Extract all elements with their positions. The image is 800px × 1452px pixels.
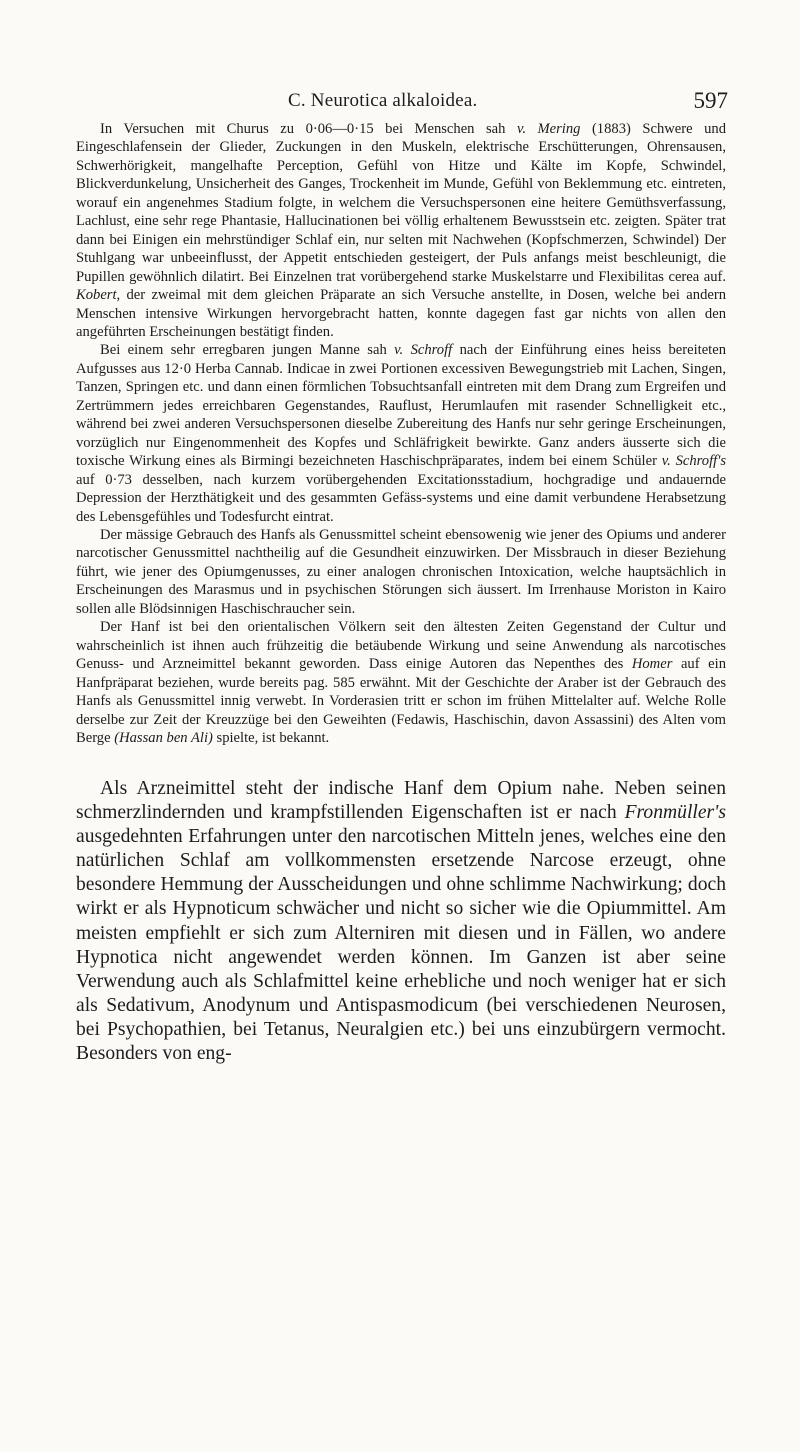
text-run: Der Hanf ist bei den orientalischen Völkern seit den ältesten Zeiten Gegenstand der Cultur und wahrscheinlich ist ihnen auch frühzeitig die betäubende Wirkung und seine Anwendung als narcotisches Genuss- und Arzneimittel bekannt geworden. Dass einige Autoren das Nepenthes des bbox=[76, 619, 726, 673]
text-run: Bei einem sehr erregbaren jungen Manne sah bbox=[100, 342, 395, 359]
text-run: ausgedehnten Erfahrungen unter den narcotischen Mitteln jenes, welches eine den natürlichen Schlaf am vollkommensten ersetzende Narcose erzeugt, ohne besondere Hemmung der Ausscheidungen und ohne schlimme Nachwirkung; doch wirkt er als Hypnoticum schwächer und nicht so sicher wie die Opiummittel. Am meisten empfiehlt er sich zum Alterniren mit diesen und in Fällen, wo andere Hypnotica nicht angewendet werden können. Im Ganzen ist aber seine Verwendung auch als Schlafmittel keine erhebliche und noch weniger hat er sich als Sedativum, Anodynum und Antispasmodicum (bei verschiedenen Neurosen, bei Psychopathien, bei Tetanus, Neuralgien etc.) bei uns einzubürgern vermocht. Besonders von eng- bbox=[76, 826, 726, 1065]
author-name: v. Schroff bbox=[394, 342, 453, 359]
author-name: Homer bbox=[631, 656, 673, 673]
text-run: spielte, ist bekannt. bbox=[212, 729, 330, 746]
text-run: Der mässige Gebrauch des Hanfs als Genussmittel scheint ebensowenig wie jener des Opiums und anderer narcotischer Genussmittel nachtheilig auf die Gesundheit einzuwirken. Der Missbrauch in dieser Beziehung führt, wie jener des Opiumgenusses, zu einer analogen chronischen Intoxication, welche hauptsächlich in Erscheinungen des Marasmus und in psychischen Störungen sich äussert. Im Irrenhause Moriston in Kairo sollen alle Blödsinnigen Haschischraucher sein. bbox=[76, 526, 726, 617]
author-name: v. Schroff's bbox=[661, 453, 726, 470]
author-name: v. Mering bbox=[516, 121, 581, 137]
text-run: nach der Einführung eines heiss bereiteten Aufgusses aus 12·0 Herba Cannab. Indicae in zwei Portionen excessiven Bewegungstrieb mit Lachen, Singen, Tanzen, Springen etc. und dann einen förmlichen Tobsuchtsanfall eintreten mit dem Drang zum Ergreifen und Zertrümmern jedes erreichbaren Gegenstandes, Raufl‌ust, Herumlaufen mit rasender Schnelligkeit etc., während bei zwei anderen Versuchspersonen dieselbe Zubereitung des Hanfs nur sehr geringe Erscheinungen, vorzüglich nur Eingenommenheit des Kopfes und Schläfrigkeit bewirkte. Ganz anders äusserte sich die toxische Wirkung eines als Birmingi bezeichneten Haschischpräparates, indem bei einem Schüler bbox=[76, 342, 726, 470]
text-run: auf ein Hanfpräparat beziehen, wurde bereits pag. 585 erwähnt. Mit der Geschichte der Araber ist der Gebrauch des Hanfs als Genussmittel innig verwebt. In Vorderasien tritt er schon im frühen Mittelalter auf. Welche Rolle derselbe zur Zeit der Kreuzzüge bei den Geweihten (Fedawis, Haschischin, davon Assassini) des Alten vom Berge bbox=[76, 656, 726, 746]
paragraph bbox=[76, 526, 726, 618]
small-print-body bbox=[76, 120, 726, 747]
text-run: Als Arzneimittel steht der indische Hanf dem Opium nahe. Neben seinen schmerzlindernden und krampfstillenden Eigenschaften ist er nach bbox=[76, 778, 726, 824]
page-header bbox=[60, 88, 732, 118]
page-number: 597 bbox=[693, 88, 728, 113]
text-run: (1883) Schwere und Eingeschlafensein der Glieder, Zuckungen in den Muskeln, elektrische Erschütterungen, Ohrensausen, Schwerhörigkeit, mangelhafte Perception, Gefühl von Hitze und Kälte im Kopfe, Schwindel, Blickverdunkelung, Unsicherheit des Ganges, Trockenheit im Munde, Gefühl von Beklemmung etc. eintreten, worauf ein angenehmes Stadium folgte, in welchem die Versuchspersonen eine heitere Gemüthsverfassung, Lachlust, eine sehr rege Phantasie, Hallucinationen bei völlig erhaltenem Bewusstsein etc. zeigten. Später trat dann bei Einigen ein mehrstündiger Schlaf ein, nur selten mit Nachwehen (Kopfschmerzen, Schwindel) Der Stuhlgang war unbeeinflusst, der Appetit entschieden gesteigert, der Puls anfangs meist beschleunigt, die Pupillen gewöhnlich dilatirt. Bei Einzelnen trat vorübergehend starke Muskelstarre und Flexibilitas cerea auf. bbox=[76, 121, 726, 285]
paragraph bbox=[76, 341, 726, 526]
paragraph bbox=[76, 618, 726, 747]
author-name: (Hassan ben Ali) bbox=[114, 729, 213, 746]
author-name: Fronmüller's bbox=[624, 802, 726, 824]
text-run: , der zweimal mit dem gleichen Präparate an sich Versuche anstellte, in Dosen, welche bei andern Menschen intensive Wirkungen hervorgebracht hatten, konnte dagegen fast gar nichts von allen den angeführten Erscheinungen bestätigt finden. bbox=[76, 287, 726, 340]
large-print-body bbox=[76, 777, 726, 1066]
paragraph bbox=[76, 777, 726, 1066]
running-title: C. Neurotica alkaloidea. bbox=[288, 90, 478, 111]
paragraph bbox=[76, 120, 726, 341]
text-run: In Versuchen mit Churus zu 0·06—0·15 bei Menschen sah bbox=[100, 121, 517, 137]
text-run: auf 0·73 desselben, nach kurzem vorübergehenden Excitationsstadium, hochgradige und andauernde Depression der Herzthätigkeit und des gesammten Gefäss-systems und eine damit verbundene Herabsetzung des Lebensgefühles und Todesfurcht eintrat. bbox=[76, 471, 726, 525]
author-name: Kobert bbox=[76, 287, 117, 304]
